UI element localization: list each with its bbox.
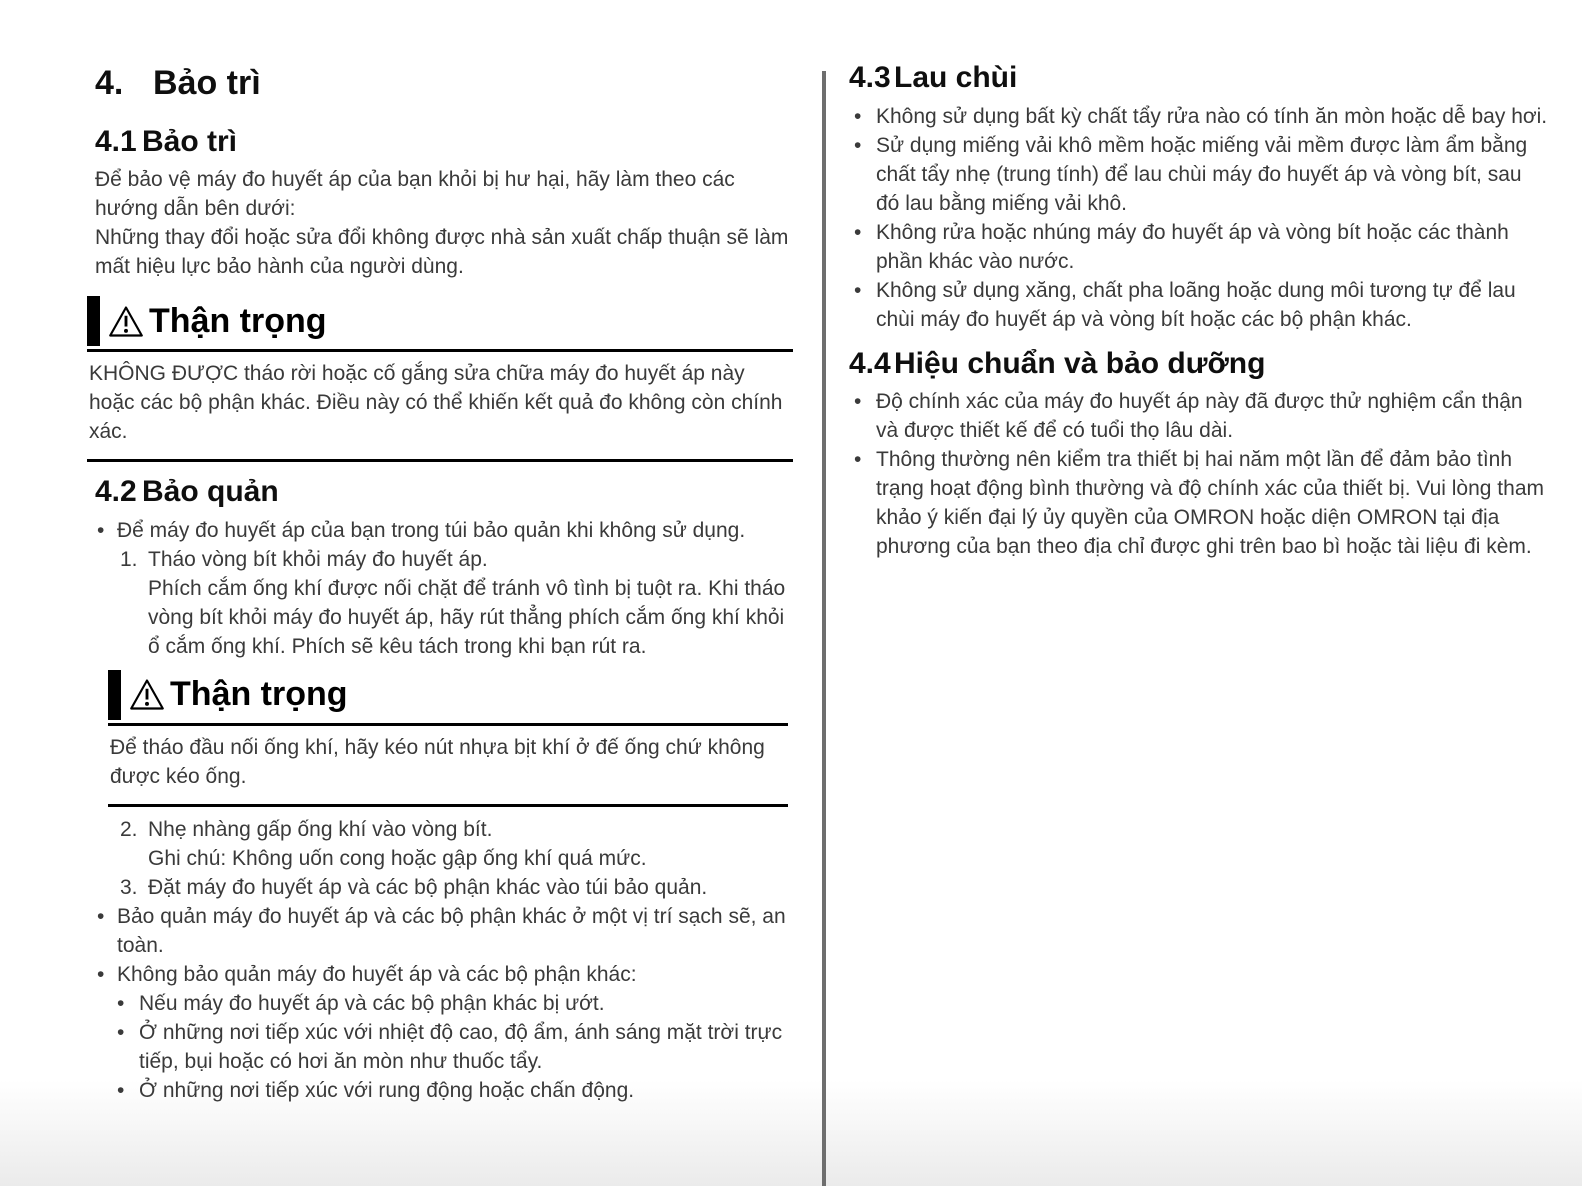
subsection-number: 4.3 [849, 61, 891, 94]
subsection-number: 4.1 [95, 124, 137, 158]
sub-list-item [95, 989, 795, 1018]
list-item [95, 516, 795, 545]
step-text: Nhẹ nhàng gấp ống khí vào vòng bít. [148, 817, 493, 841]
caution-box-2 [108, 670, 788, 807]
list-item [849, 218, 1549, 276]
sub-list-item-text: Ở những nơi tiếp xúc với nhiệt độ cao, độ ẩm, ánh sáng mặt trời trực tiếp, bụi hoặc có hơi ăn mòn như thuốc tẩy. [139, 1020, 783, 1073]
list-item [849, 102, 1549, 131]
caution-body: Để tháo đầu nối ống khí, hãy kéo nút nhựa bịt khí ở đế ống chứ không được kéo ống. [108, 726, 788, 807]
warning-icon [108, 305, 144, 338]
subsection-heading-4-1 [95, 126, 795, 158]
list-item-text: Để máy đo huyết áp của bạn trong túi bảo quản khi không sử dụng. [117, 518, 746, 542]
subsection-number: 4.2 [95, 475, 137, 509]
section-number: 4. [95, 64, 124, 102]
section-heading [95, 66, 795, 102]
list-item-text: Thông thường nên kiểm tra thiết bị hai năm một lần để đảm bảo tình trạng hoạt động bình thường và độ chính xác của thiết bị. Vui lòng tham khảo ý kiến đại lý ủy quyền của OMRON hoặc diện OMRON tại địa phương của bạn theo địa chỉ được ghi trên bao bì hoặc tài liệu đi kèm. [876, 448, 1544, 558]
list-item [849, 131, 1549, 218]
subsection-heading-4-3 [849, 62, 1549, 94]
numbered-step-2 [95, 815, 795, 844]
numbered-step-1 [95, 545, 795, 574]
warning-icon [129, 678, 165, 711]
step-number: 3. [120, 875, 138, 899]
paragraph: Những thay đổi hoặc sửa đổi không được nhà sản xuất chấp thuận sẽ làm mất hiệu lực bảo hành của người dùng. [95, 226, 789, 279]
list-item-text: Không bảo quản máy đo huyết áp và các bộ phận khác: [117, 962, 637, 986]
right-column [849, 62, 1549, 561]
step-number: 2. [120, 817, 138, 841]
sub-list-item-text: Ở những nơi tiếp xúc với rung động hoặc chấn động. [139, 1078, 635, 1102]
caution-label: Thận trọng [149, 301, 327, 340]
list-item [849, 276, 1549, 334]
sub-list-item-text: Nếu máy đo huyết áp và các bộ phận khác bị ướt. [139, 991, 605, 1015]
caution-header [108, 670, 788, 726]
caution-box-1 [87, 296, 793, 462]
subsection-title: Bảo trì [142, 124, 238, 158]
column-divider [822, 71, 826, 1186]
sub-list-item [95, 1018, 795, 1076]
list-item [95, 960, 795, 989]
list-item-text: Bảo quản máy đo huyết áp và các bộ phận khác ở một vị trí sạch sẽ, an toàn. [117, 904, 786, 957]
subsection-title: Hiệu chuẩn và bảo dưỡng [894, 346, 1266, 380]
list-item-text: Không sử dụng bất kỳ chất tẩy rửa nào có tính ăn mòn hoặc dễ bay hơi. [876, 104, 1548, 128]
subsection-number: 4.4 [849, 346, 891, 380]
subsection-title: Lau chùi [894, 61, 1018, 94]
list-item-text: Không rửa hoặc nhúng máy đo huyết áp và vòng bít hoặc các thành phần khác vào nước. [876, 220, 1509, 273]
paragraph: Để bảo vệ máy đo huyết áp của bạn khỏi bị hư hại, hãy làm theo các hướng dẫn bên dưới: [95, 168, 735, 221]
list-item-text: Sử dụng miếng vải khô mềm hoặc miếng vải mềm được làm ẩm bằng chất tẩy nhẹ (trung tính) để lau chùi máy đo huyết áp và vòng bít, sau đó lau bằng miếng vải khô. [876, 133, 1528, 215]
caution-header [87, 296, 793, 352]
subsection-heading-4-2 [95, 476, 795, 508]
list-item-text: Không sử dụng xăng, chất pha loãng hoặc dung môi tương tự để lau chùi máy đo huyết áp và vòng bít hoặc các bộ phận khác. [876, 278, 1516, 331]
section-title: Bảo trì [153, 64, 261, 102]
caution-left-bar [108, 670, 121, 720]
numbered-step-3 [95, 873, 795, 902]
subsection-heading-4-4 [849, 348, 1549, 380]
list-item-text: Độ chính xác của máy đo huyết áp này đã được thử nghiệm cẩn thận và được thiết kế để có tuổi thọ lâu dài. [876, 390, 1523, 442]
subsection-title: Bảo quản [142, 475, 279, 509]
list-item [849, 387, 1549, 445]
caution-left-bar [87, 296, 100, 346]
step-text: Đặt máy đo huyết áp và các bộ phận khác vào túi bảo quản. [148, 875, 708, 899]
list-item [849, 445, 1549, 561]
left-column [89, 60, 795, 1105]
step-number: 1. [120, 547, 138, 571]
step-text: Tháo vòng bít khỏi máy đo huyết áp. [148, 547, 488, 571]
caution-body: KHÔNG ĐƯỢC tháo rời hoặc cố gắng sửa chữa máy đo huyết áp này hoặc các bộ phận khác. Điều này có thể khiến kết quả đo không còn chính xác. [87, 352, 793, 462]
step-detail: Phích cắm ống khí được nối chặt để tránh vô tình bị tuột ra. Khi tháo vòng bít khỏi máy đo huyết áp, hãy rút thẳng phích cắm ống khí khỏi ổ cắm ống khí. Phích sẽ kêu tách trong khi bạn rút ra. [148, 576, 786, 658]
list-item [95, 902, 795, 960]
caution-label: Thận trọng [170, 675, 348, 714]
step-note: Ghi chú: Không uốn cong hoặc gập ống khí quá mức. [148, 846, 647, 870]
sub-list-item [95, 1076, 795, 1105]
